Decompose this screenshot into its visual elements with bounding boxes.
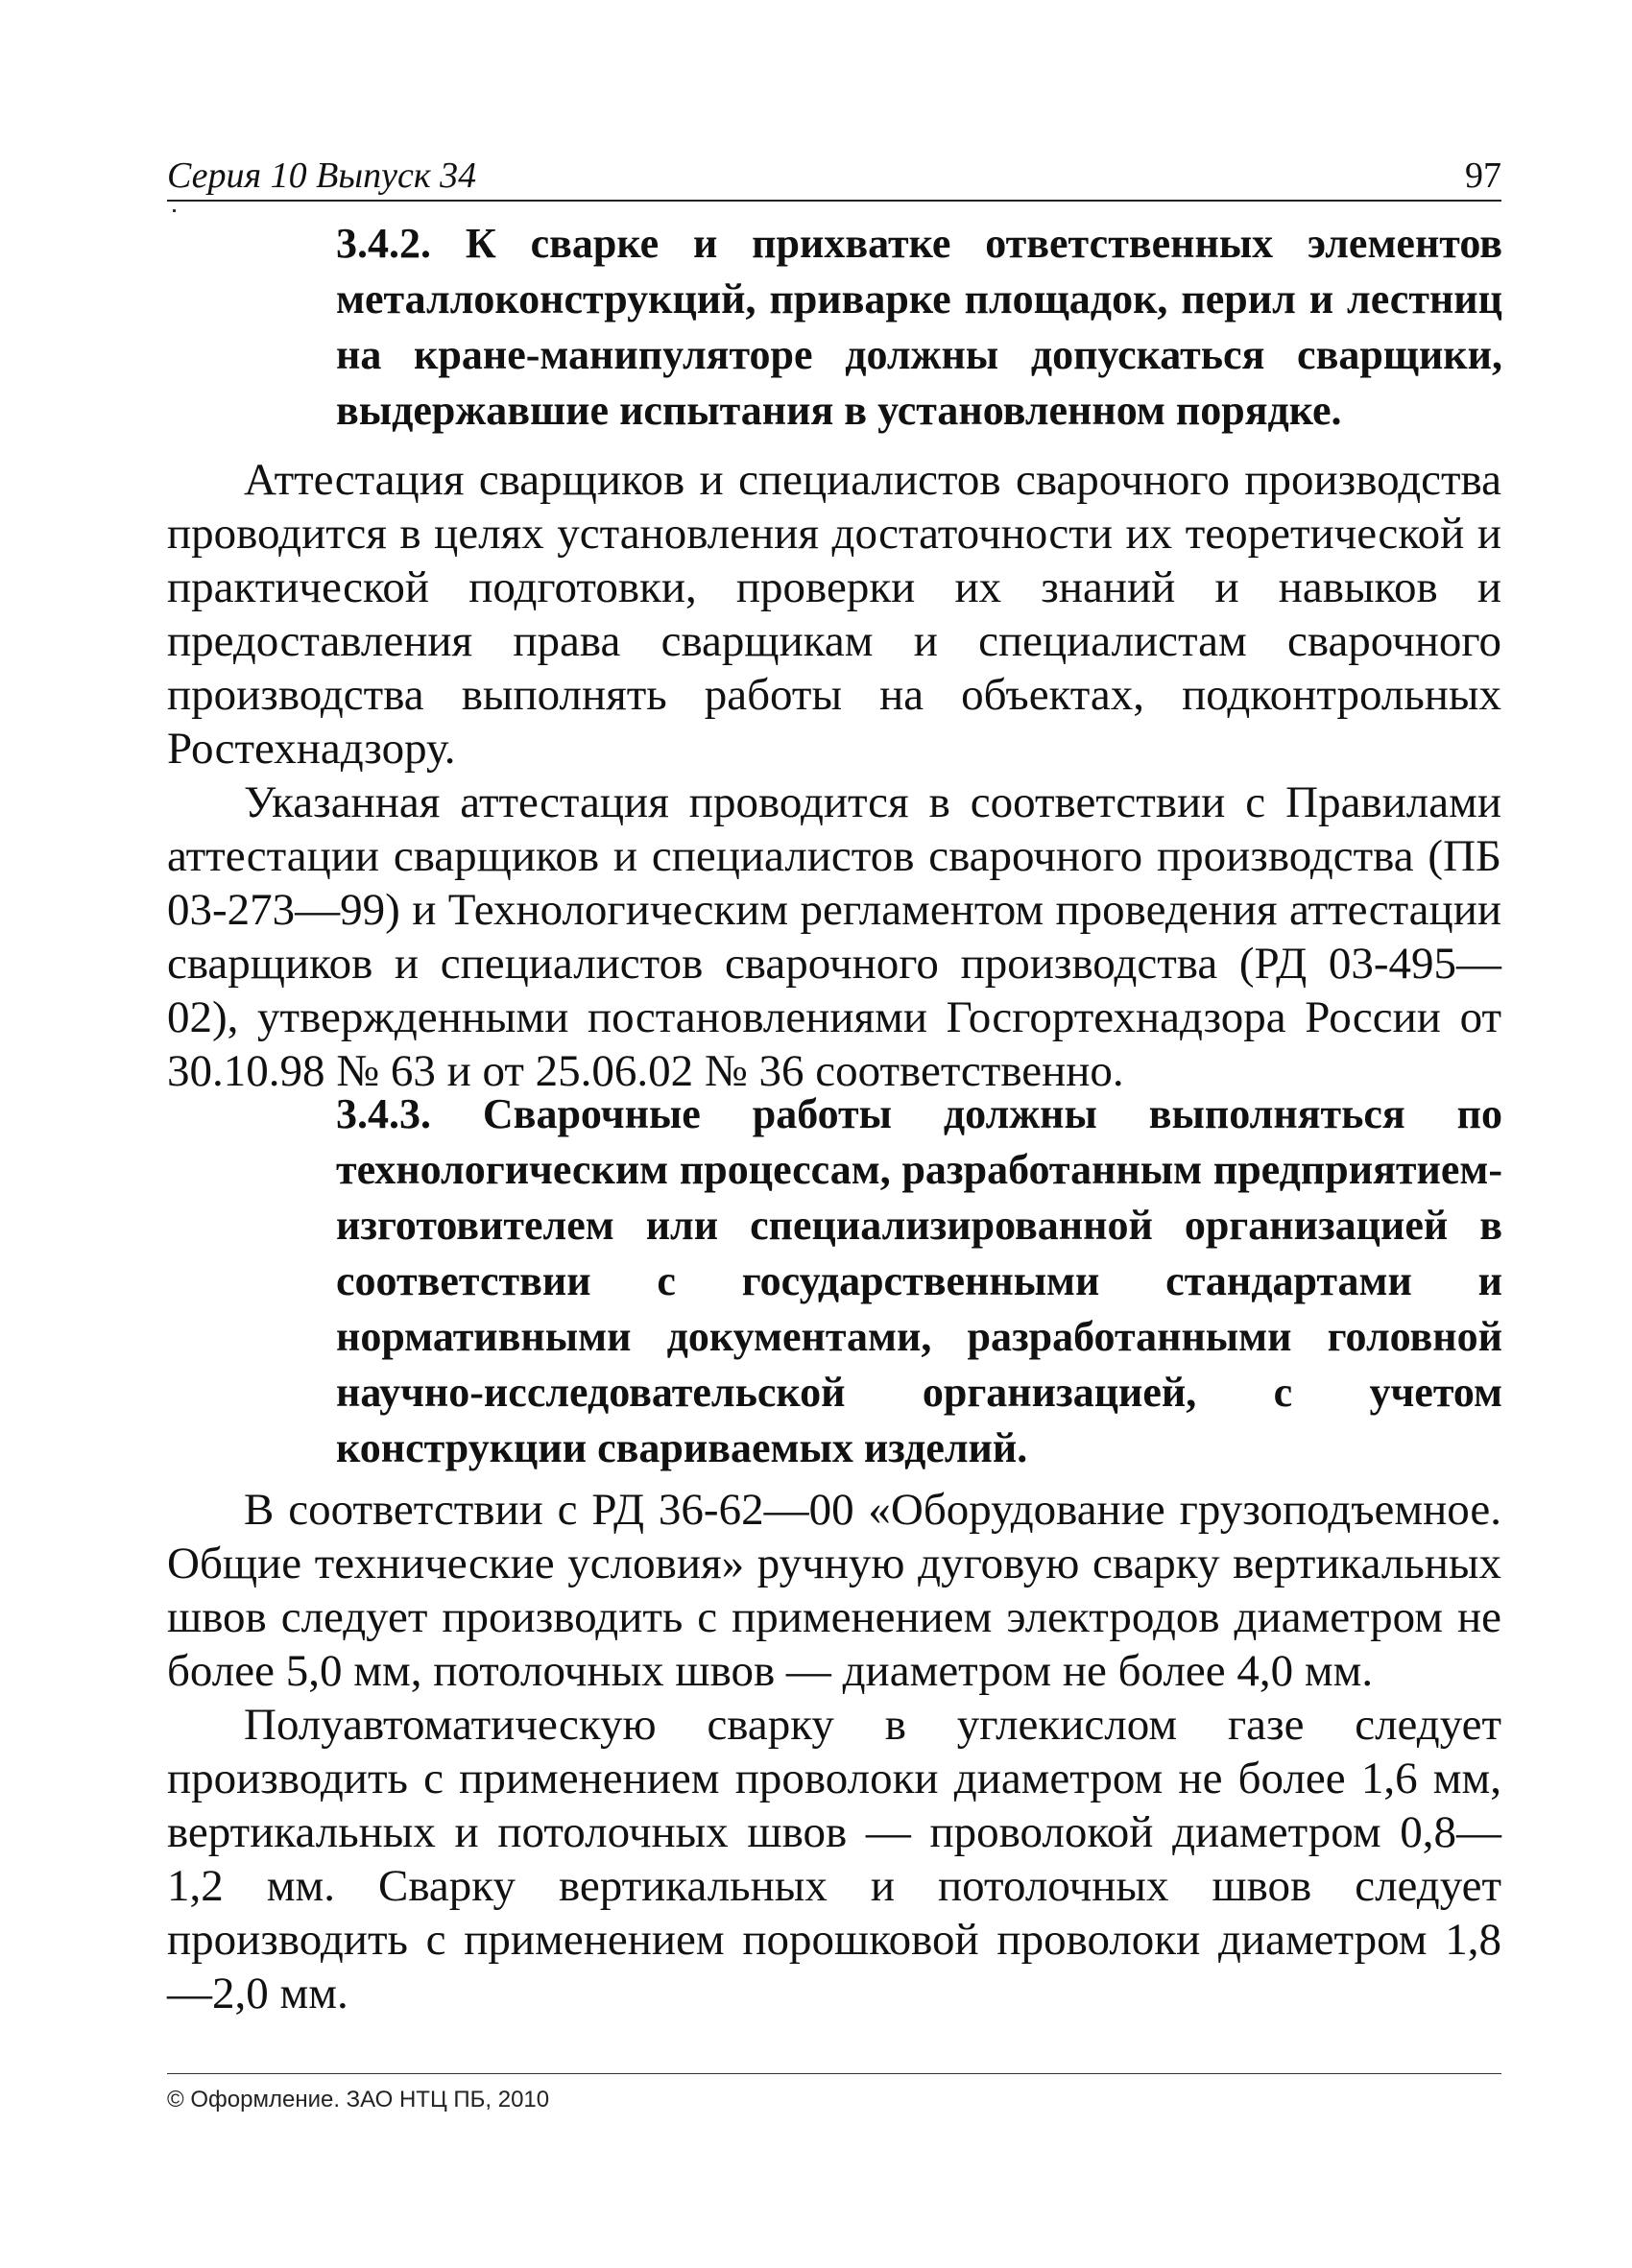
section-3-4-3: 3.4.3. Сварочные работы должны выполняться по технологическим процессам, разработанным предприятием-изготовителем или специализированной организацией в соответствии с государственными стандартами и нормативными документами, разработанными головной научно-исследовательской организацией, с учетом конструкции свариваемых изделий.: [336, 1090, 1502, 1471]
body-text-block-2: [167, 1483, 1501, 2020]
paragraph-rules: Указанная аттестация проводится в соответствии с Правилами аттестации сварщиков и специалистов сварочного производства (ПБ 03-273—99) и Технологическим регламентом проведения аттестации сварщиков и специалистов сварочного производства (РД 03-495—02), утвержденными постановлениями Госгортехнадзора России от 30.10.98 № 63 и от 25.06.02 № 36 соответственно.: [167, 777, 1501, 1096]
page-number: 97: [1465, 155, 1501, 196]
series-title: Серия 10 Выпуск 34: [167, 155, 477, 196]
section-3-4-2: 3.4.2. К сварке и прихватке ответственных элементов металлоконструкций, приварке площадок, перил и лестниц на кране-манипуляторе должны допускаться сварщики, выдержавшие испытания в установленном порядке.: [336, 220, 1502, 434]
body-text-block-1: [167, 453, 1501, 1098]
paragraph-semiauto-welding: Полуавтоматическую сварку в углекислом газе следует производить с применением проволоки диаметром не более 1,6 мм, вертикальных и потолочных швов — проволокой диаметром 0,8—1,2 мм. Сварку вертикальных и потолочных швов следует производить с применением порошковой проволоки диаметром 1,8—2,0 мм.: [167, 1700, 1501, 2018]
paragraph-attestation: Аттестация сварщиков и специалистов сварочного производства проводится в целях установления достаточности их теоретической и практической подготовки, проверки их знаний и навыков и предоставления права сварщикам и специалистам сварочного производства выполнять работы на объектах, подконтрольных Ростехнадзору.: [167, 455, 1501, 774]
header-dot: [173, 209, 176, 212]
paragraph-manual-welding: В соответствии с РД 36-62—00 «Оборудование грузоподъемное. Общие технические условия» ручную дуговую сварку вертикальных швов следует производить с применением электродов диаметром не более 5,0 мм, потолочных швов — диаметром не более 4,0 мм.: [167, 1485, 1501, 1696]
footer-copyright: © Оформление. ЗАО НТЦ ПБ, 2010: [167, 2073, 1501, 2114]
running-header: [167, 152, 1501, 202]
